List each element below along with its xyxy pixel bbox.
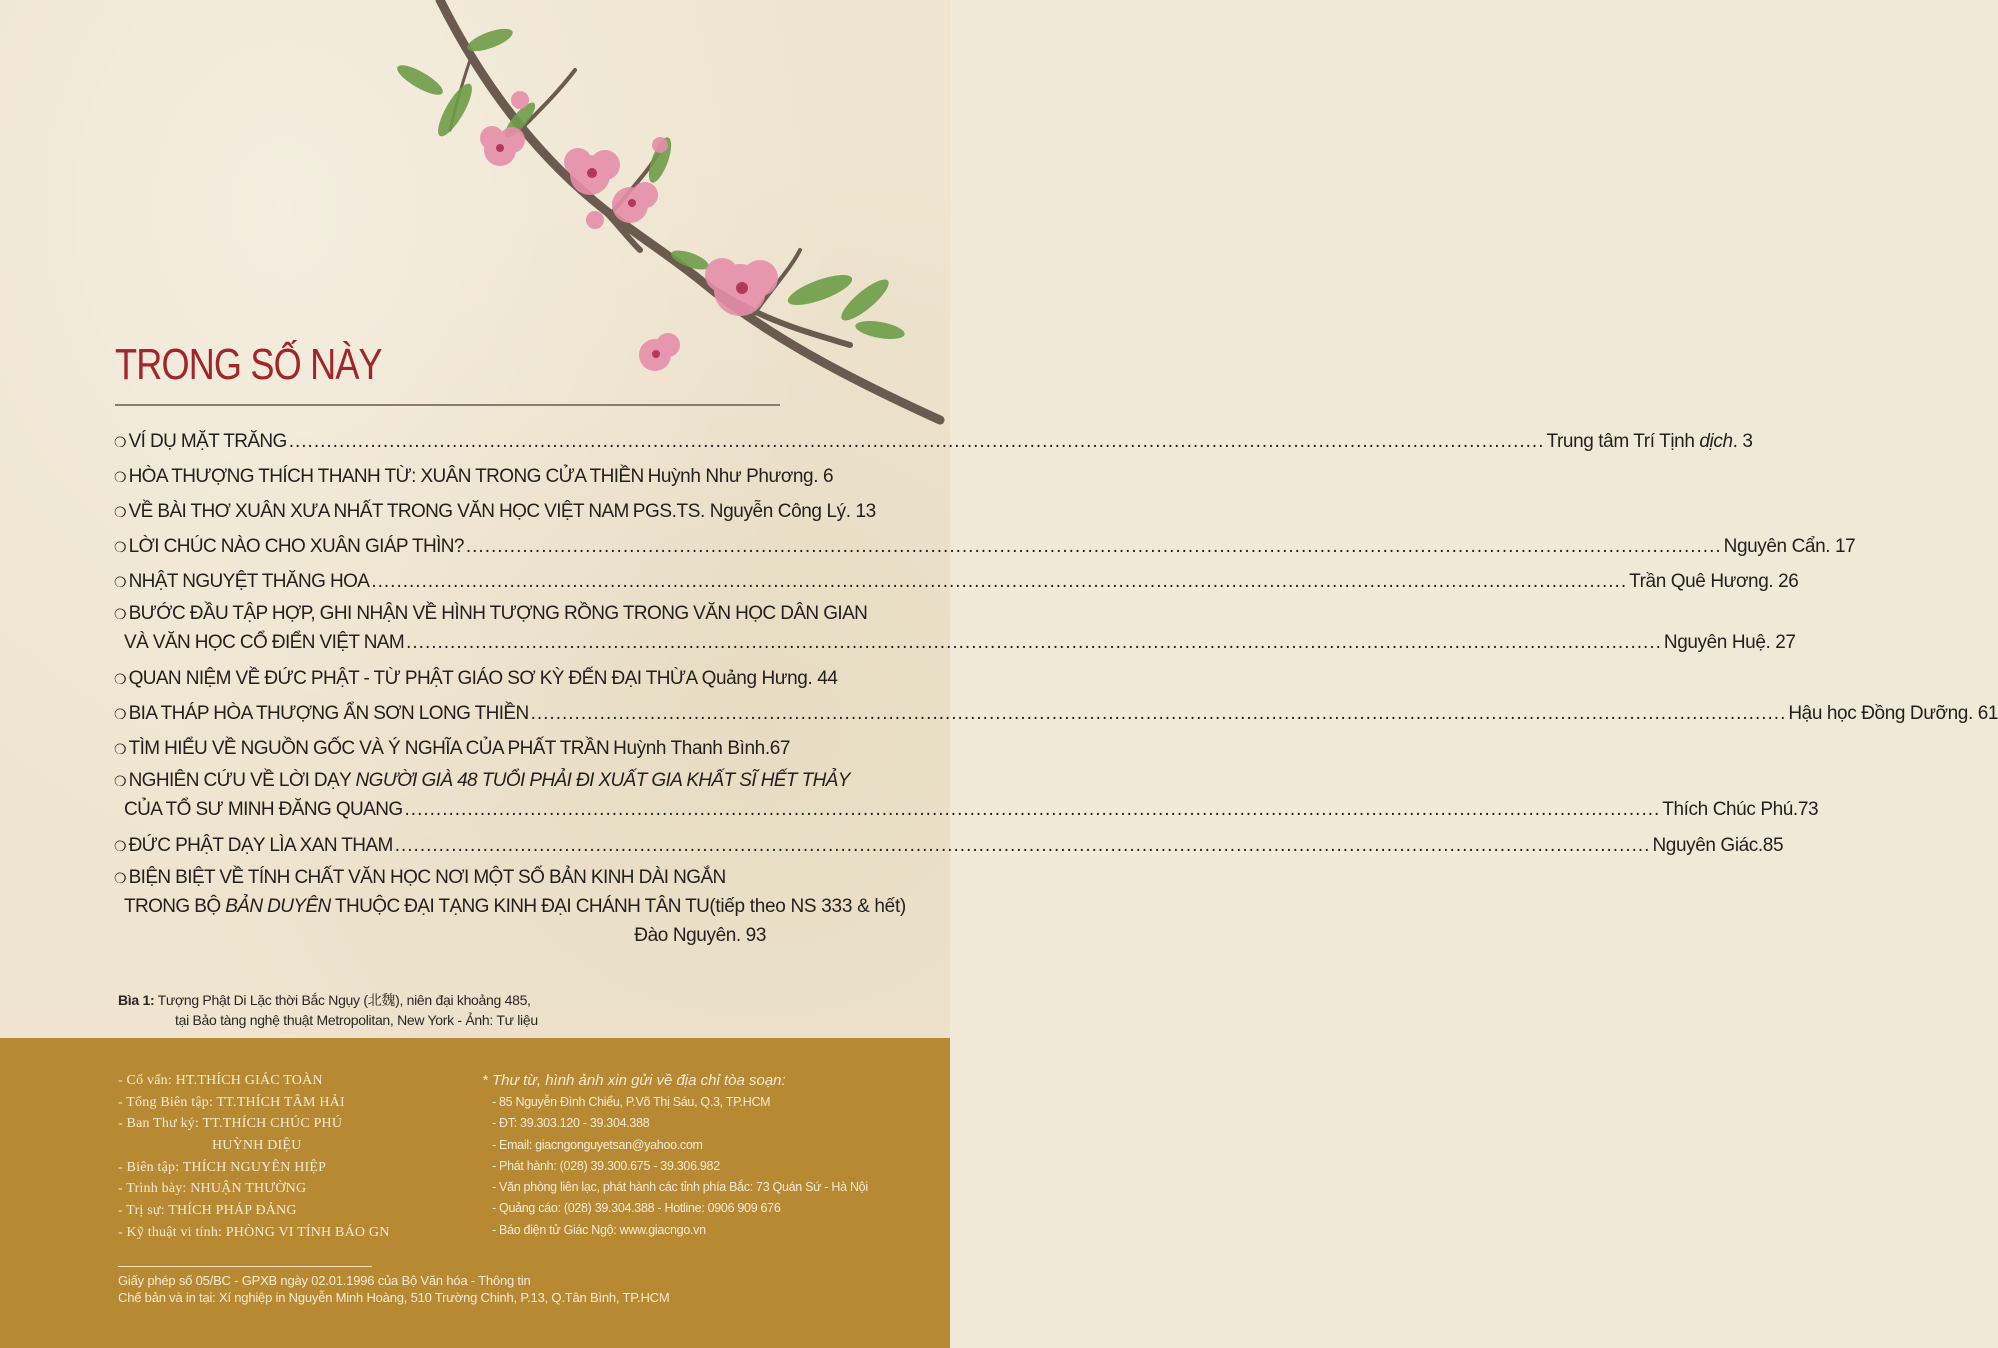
- toc-entry[interactable]: [114, 731, 791, 766]
- leader-dots: [371, 564, 1627, 599]
- caption-line-2: tại Bảo tàng nghệ thuật Metropolitan, New York - Ảnh: Tư liệu: [175, 1012, 538, 1028]
- contact-address: - 85 Nguyễn Đình Chiểu, P.Võ Thị Sáu, Q.3, TP.HCM: [492, 1095, 771, 1109]
- staff-secretariat: - Ban Thư ký: TT.THÍCH CHÚC PHÚ: [118, 1116, 343, 1132]
- contact-distribution: - Phát hành: (028) 39.300.675 - 39.306.982: [492, 1158, 720, 1173]
- editorial-staff-list: [118, 1070, 478, 1244]
- permit-line-1: Giấy phép số 05/BC - GPXB ngày 02.01.1996 của Bộ Văn hóa - Thông tin: [118, 1273, 531, 1288]
- toc-entry[interactable]: [114, 766, 1819, 828]
- cherry-blossom-branch-illustration: [0, 0, 950, 460]
- publishing-permit: [118, 1272, 878, 1306]
- toc-entry[interactable]: [114, 424, 1753, 459]
- bullet-icon: ❍: [114, 434, 127, 450]
- article-author: Nguyên Cẩn. 17: [1723, 536, 1856, 557]
- toc-entry[interactable]: [114, 529, 1856, 564]
- bullet-icon: ❍: [114, 706, 127, 722]
- table-of-contents: [114, 424, 1998, 950]
- contact-website[interactable]: - Báo điện tử Giác Ngộ: www.giacngo.vn: [492, 1222, 706, 1237]
- article-title: VỀ BÀI THƠ XUÂN XƯA NHẤT TRONG VĂN HỌC VIỆT NAM: [128, 501, 629, 522]
- caption-label: Bìa 1:: [118, 992, 155, 1008]
- staff-editor: - Biên tập: THÍCH NGUYÊN HIỆP: [118, 1159, 327, 1175]
- article-note: (tiếp theo NS 333 & hết): [709, 896, 906, 917]
- toc-entry[interactable]: [114, 863, 906, 950]
- article-author: Hậu học Đồng Dưỡng. 61: [1788, 703, 1998, 724]
- leader-dots: [406, 628, 1662, 657]
- permit-line-2: Chế bản và in tại: Xí nghiệp in Nguyễn Minh Hoàng, 510 Trường Chinh, P.13, Q.Tân Bình, TP.HCM: [118, 1290, 670, 1305]
- contact-north-office: - Văn phòng liên lạc, phát hành các tỉnh phía Bắc: 73 Quán Sứ - Hà Nội: [492, 1180, 868, 1195]
- bullet-icon: ❍: [114, 870, 127, 886]
- bullet-icon: ❍: [114, 606, 127, 622]
- bullet-icon: ❍: [114, 539, 127, 555]
- article-author: Huỳnh Như Phương. 6: [647, 466, 834, 487]
- masthead-footer: [0, 1038, 950, 1348]
- title-divider: [115, 404, 780, 406]
- contact-phone: - ĐT: 39.303.120 - 39.304.388: [492, 1116, 650, 1131]
- article-author: Nguyên Giác.85: [1652, 835, 1784, 856]
- article-title: BƯỚC ĐẦU TẬP HỢP, GHI NHẬN VỀ HÌNH TƯỢNG RỒNG TRONG VĂN HỌC DÂN GIAN: [128, 603, 868, 624]
- article-title-continued: CỦA TỔ SƯ MINH ĐĂNG QUANG: [124, 799, 403, 820]
- article-title: TÌM HIỂU VỀ NGUỒN GỐC VÀ Ý NGHĨA CỦA PHẤT TRẦN: [128, 738, 610, 759]
- contact-email[interactable]: - Email: giacngonguyetsan@yahoo.com: [492, 1137, 703, 1152]
- leader-dots: [289, 424, 1545, 459]
- bullet-icon: ❍: [114, 838, 127, 854]
- cover-caption: [118, 990, 618, 1030]
- bullet-icon: ❍: [114, 671, 127, 687]
- article-title: QUAN NIỆM VỀ ĐỨC PHẬT - TỪ PHẬT GIÁO SƠ KỲ ĐẾN ĐẠI THỪA: [128, 668, 698, 689]
- article-title-continued: VÀ VĂN HỌC CỔ ĐIỂN VIỆT NAM: [124, 632, 405, 653]
- bullet-icon: ❍: [114, 574, 127, 590]
- toc-entry[interactable]: [114, 696, 1998, 731]
- toc-entry[interactable]: [114, 494, 876, 529]
- article-author: Đào Nguyên. 93: [634, 925, 766, 946]
- bullet-icon: ❍: [114, 504, 127, 520]
- article-title: VÍ DỤ MẶT TRĂNG: [128, 431, 287, 452]
- article-title: BIỆN BIỆT VỀ TÍNH CHẤT VĂN HỌC NƠI MỘT SỐ BẢN KINH DÀI NGẮN: [128, 867, 726, 888]
- article-title-continued: TRONG BỘ BẢN DUYÊN THUỘC ĐẠI TẠNG KINH ĐẠI CHÁNH TÂN TU: [124, 896, 710, 917]
- bullet-icon: ❍: [114, 773, 127, 789]
- leader-dots: [531, 696, 1787, 731]
- toc-entry[interactable]: [114, 564, 1799, 599]
- article-author: Huỳnh Thanh Bình.67: [613, 738, 791, 759]
- article-title: BIA THÁP HÒA THƯỢNG ẨN SƠN LONG THIỀN: [128, 703, 529, 724]
- article-author: PGS.TS. Nguyễn Công Lý. 13: [632, 501, 876, 522]
- staff-computing: - Kỹ thuật vi tính: PHÒNG VI TÍNH BÁO GN: [118, 1224, 390, 1240]
- article-title: ĐỨC PHẬT DẠY LÌA XAN THAM: [128, 835, 393, 856]
- staff-layout: - Trình bày: NHUẬN THƯỜNG: [118, 1181, 307, 1197]
- toc-entry[interactable]: [114, 599, 1796, 661]
- toc-entry[interactable]: [114, 459, 834, 494]
- staff-advisor: - Cố vấn: HT.THÍCH GIÁC TOÀN: [118, 1073, 323, 1088]
- toc-entry[interactable]: [114, 661, 838, 696]
- article-title: NGHIÊN CỨU VỀ LỜI DẠY NGƯỜI GIÀ 48 TUỔI PHẢI ĐI XUẤT GIA KHẤT SĨ HẾT THẢY: [128, 770, 850, 791]
- contact-info: [482, 1070, 922, 1241]
- article-title: HÒA THƯỢNG THÍCH THANH TỪ: XUÂN TRONG CỬA THIỀN: [128, 466, 644, 487]
- contact-heading: * Thư từ, hình ảnh xin gửi về địa chỉ tòa soạn:: [482, 1072, 786, 1089]
- article-author: Nguyên Huệ. 27: [1663, 632, 1796, 653]
- caption-line-1: Tượng Phật Di Lặc thời Bắc Ngụy (北魏), niên đại khoảng 485,: [154, 992, 531, 1008]
- leader-dots: [466, 529, 1722, 564]
- staff-secretariat-2: HUỲNH DIỆU: [212, 1138, 302, 1154]
- article-title: LỜI CHÚC NÀO CHO XUÂN GIÁP THÌN?: [128, 536, 464, 557]
- article-title: NHẬT NGUYỆT THĂNG HOA: [128, 571, 370, 592]
- staff-administration: - Trị sự: THÍCH PHÁP ĐẢNG: [118, 1203, 297, 1219]
- toc-entry[interactable]: [114, 828, 1784, 863]
- page-title: TRONG SỐ NÀY: [115, 340, 382, 389]
- article-author: Trung tâm Trí Tịnh dịch. 3: [1546, 431, 1753, 452]
- leader-dots: [395, 828, 1651, 863]
- bullet-icon: ❍: [114, 741, 127, 757]
- article-author: Quảng Hưng. 44: [701, 668, 838, 689]
- contact-advertising: - Quảng cáo: (028) 39.304.388 - Hotline: 0906 909 676: [492, 1201, 781, 1216]
- article-author: Thích Chúc Phú.73: [1662, 799, 1819, 820]
- bullet-icon: ❍: [114, 469, 127, 485]
- leader-dots: [405, 795, 1661, 824]
- article-author: Trần Quê Hương. 26: [1629, 571, 1799, 592]
- staff-editor-in-chief: - Tổng Biên tập: TT.THÍCH TÂM HẢI: [118, 1094, 345, 1110]
- footer-divider: [118, 1266, 372, 1267]
